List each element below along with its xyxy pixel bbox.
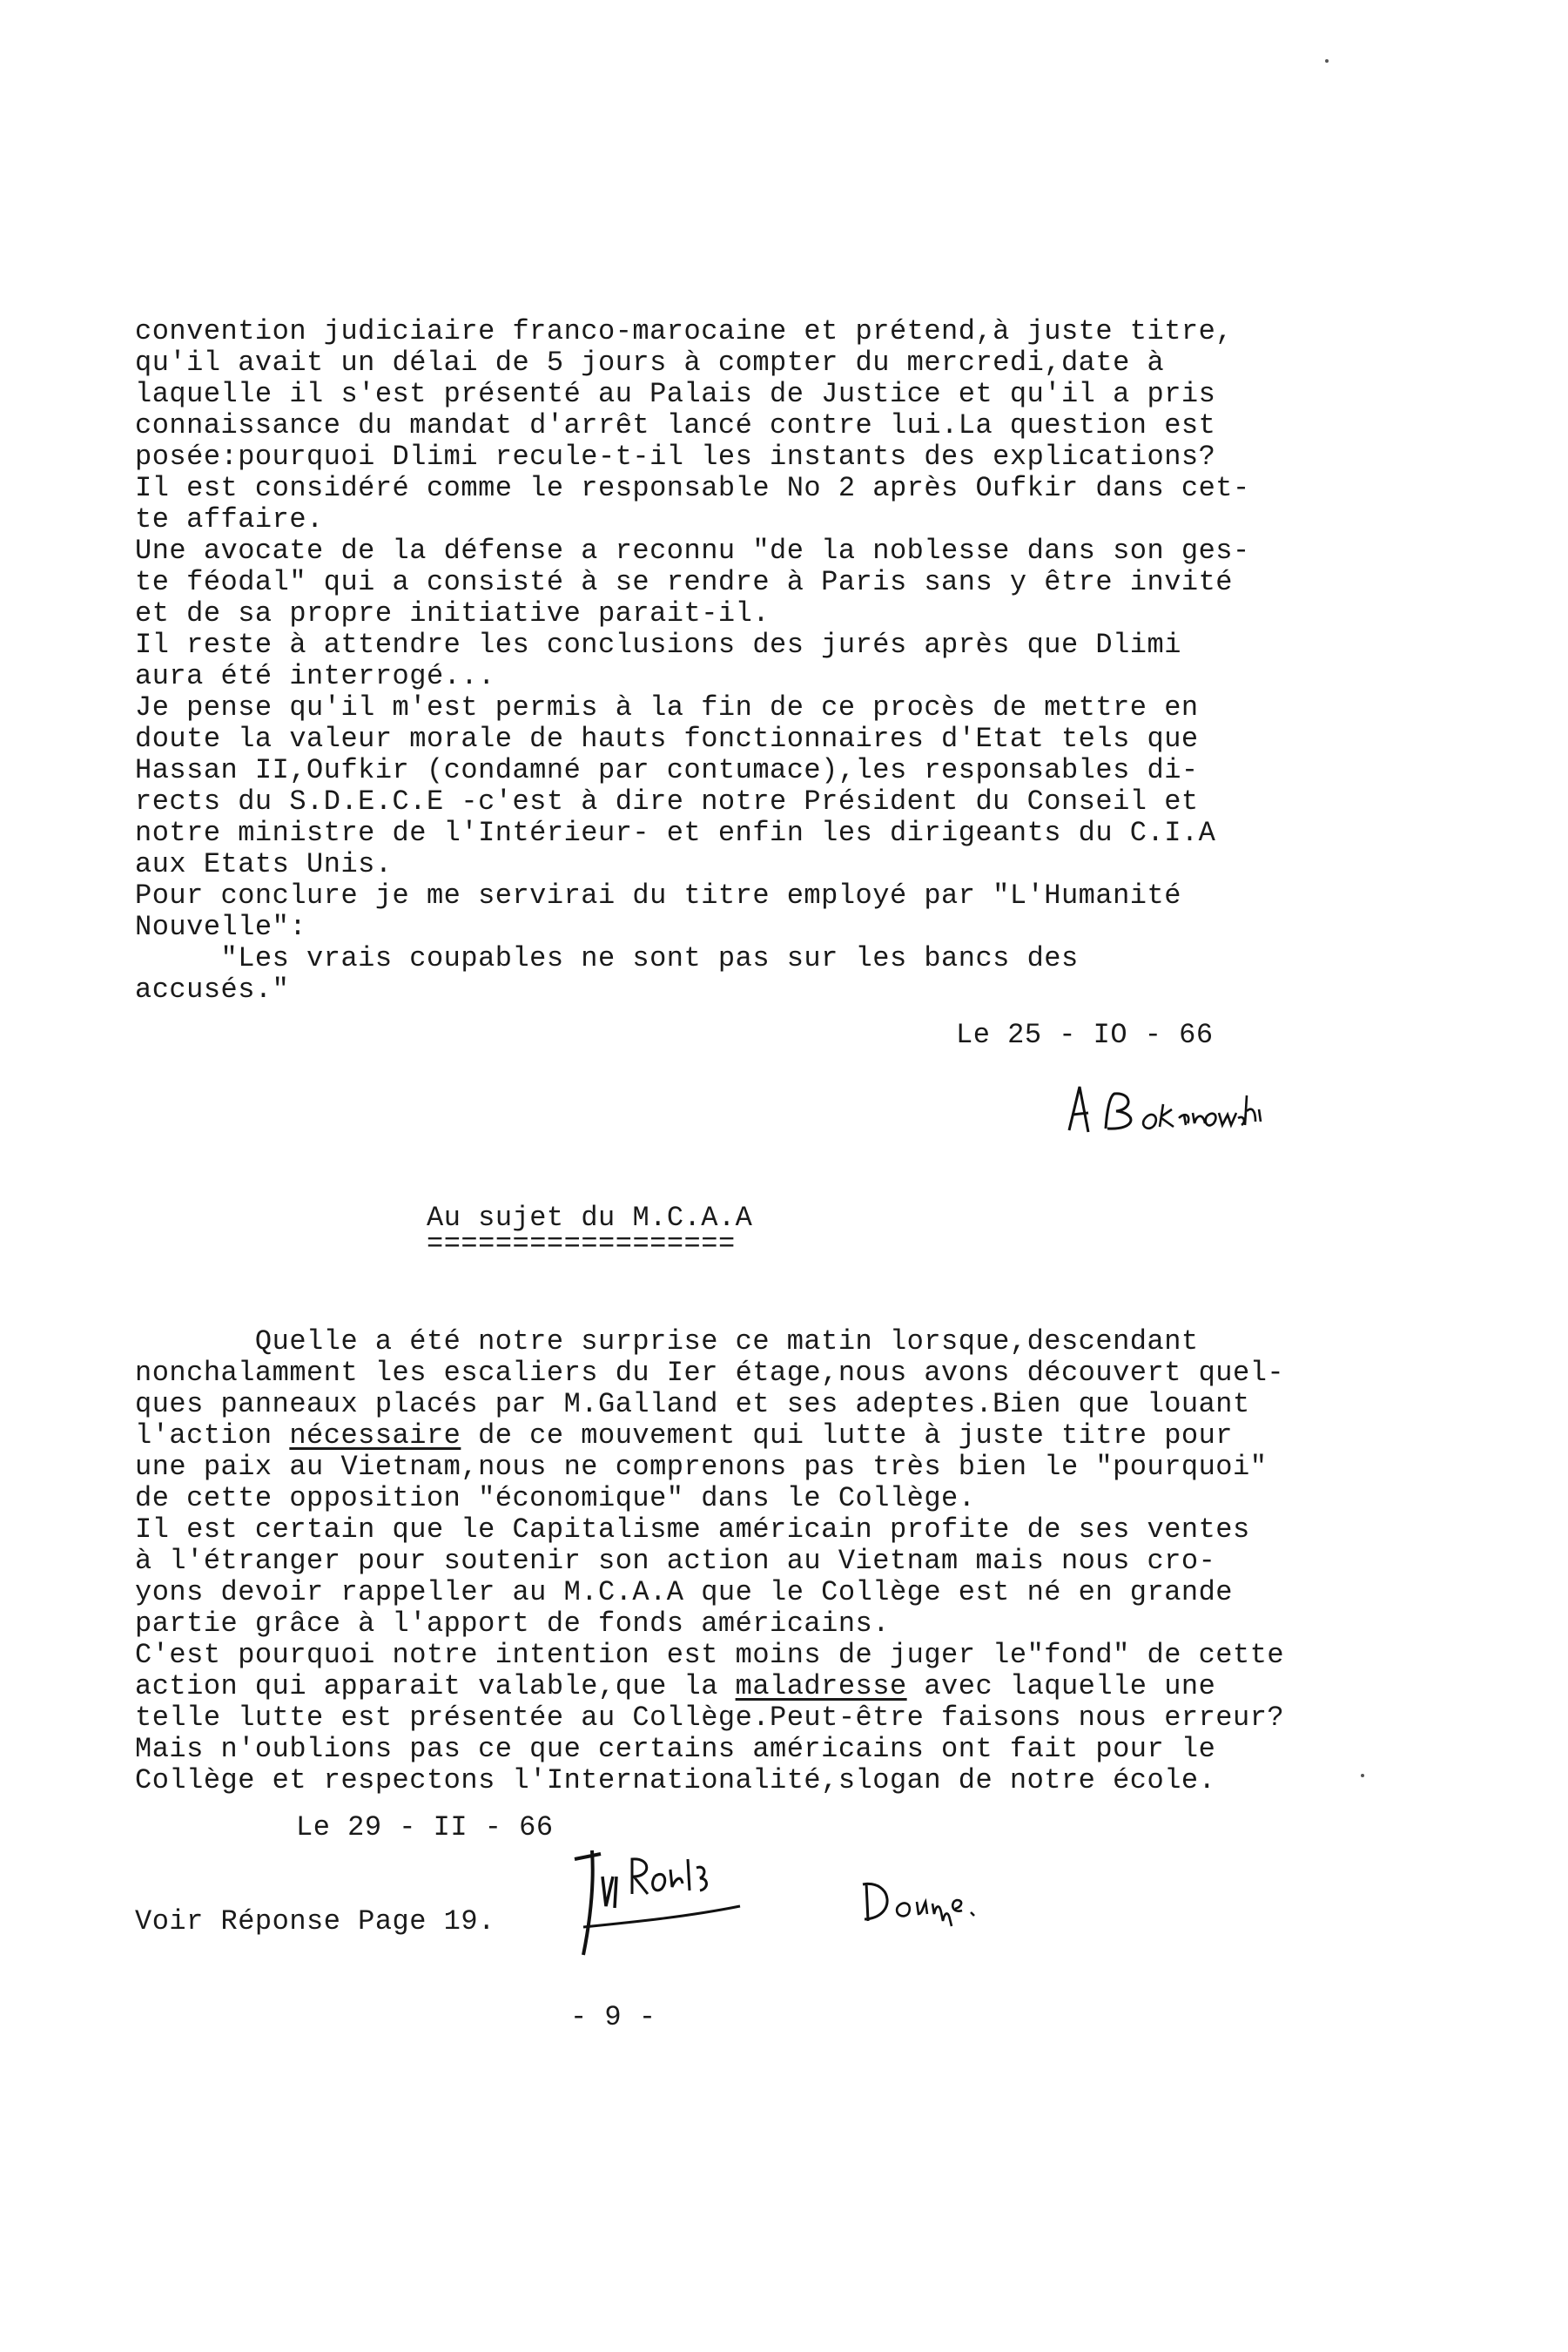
article-2-line: telle lutte est présentée au Collège.Peut-être faisons nous erreur?: [135, 1702, 1285, 1734]
article-2-line: de cette opposition "économique" dans le Collège.: [135, 1482, 976, 1514]
article-1-line: Je pense qu'il m'est permis à la fin de ce procès de mettre en: [135, 691, 1199, 724]
underlined-word: nécessaire: [289, 1419, 461, 1452]
article-1-line: aux Etats Unis.: [135, 848, 393, 880]
article-2-line: yons devoir rappeller au M.C.A.A que le Collège est né en grande: [135, 1576, 1233, 1608]
article-1-line: doute la valeur morale de hauts fonctionnaires d'Etat tels que: [135, 723, 1199, 755]
article-2-line-text: action qui apparait valable,que la: [135, 1670, 736, 1702]
article-2-line-text: avec laquelle une: [906, 1670, 1216, 1702]
article-2-line: [135, 1421, 1233, 1451]
article-1-line: Une avocate de la défense a reconnu "de la noblesse dans son ges-: [135, 535, 1250, 567]
article-1-line: te affaire.: [135, 503, 324, 536]
article-2-line-text: l'action: [135, 1419, 290, 1452]
article-2-date: Le 29 - II - 66: [296, 1811, 554, 1843]
scan-speck: [1325, 59, 1329, 63]
article-1-line: te féodal" qui a consisté à se rendre à Paris sans y être invité: [135, 566, 1233, 598]
article-2-line: ques panneaux placés par M.Galland et ses adeptes.Bien que louant: [135, 1388, 1250, 1420]
article-1-line: accusés.": [135, 974, 290, 1006]
article-1-line: qu'il avait un délai de 5 jours à compter du mercredi,date à: [135, 347, 1165, 379]
article-2-line: [135, 1672, 1215, 1702]
article-1-line: Il reste à attendre les conclusions des jurés après que Dlimi: [135, 629, 1181, 661]
article-1-line: Nouvelle":: [135, 911, 307, 943]
article-2-line: Collège et respectons l'Internationalité,slogan de notre école.: [135, 1764, 1216, 1796]
scan-speck: [1361, 1774, 1364, 1777]
article-1-signature: [1053, 1069, 1271, 1148]
article-2-line: à l'étranger pour soutenir son action au Vietnam mais nous cro-: [135, 1545, 1216, 1577]
article-2-signature-2: [858, 1872, 1006, 1933]
article-2-title: Au sujet du M.C.A.A: [427, 1202, 753, 1234]
article-2-line: C'est pourquoi notre intention est moins de juger le"fond" de cette: [135, 1639, 1285, 1671]
article-1-line: notre ministre de l'Intérieur- et enfin les dirigeants du C.I.A: [135, 817, 1216, 849]
article-1-line: aura été interrogé...: [135, 660, 495, 692]
article-1-line: Pour conclure je me servirai du titre employé par "L'Humanité: [135, 879, 1181, 912]
article-2-line: partie grâce à l'apport de fonds américains.: [135, 1607, 890, 1640]
article-1-line: convention judiciaire franco-marocaine et prétend,à juste titre,: [135, 315, 1233, 347]
article-1-line: laquelle il s'est présenté au Palais de Justice et qu'il a pris: [135, 378, 1216, 410]
article-2-title-rule: ==================: [427, 1228, 736, 1260]
underlined-word: maladresse: [735, 1670, 907, 1702]
see-reply-note: Voir Réponse Page 19.: [135, 1905, 495, 1938]
article-2-line: Mais n'oublions pas ce que certains américains ont fait pour le: [135, 1733, 1216, 1765]
article-1-date: Le 25 - IO - 66: [956, 1019, 1214, 1051]
article-2-signature-1: [548, 1842, 757, 1972]
article-1-line: "Les vrais coupables ne sont pas sur les bancs des: [135, 942, 1079, 974]
article-1-line: et de sa propre initiative parait-il.: [135, 597, 771, 630]
article-2-line: une paix au Vietnam,nous ne comprenons pas très bien le "pourquoi": [135, 1451, 1268, 1483]
article-1-line: Hassan II,Oufkir (condamné par contumace),les responsables di-: [135, 754, 1199, 786]
article-1-line: Il est considéré comme le responsable No 2 après Oufkir dans cet-: [135, 472, 1250, 504]
article-1-line: posée:pourquoi Dlimi recule-t-il les instants des explications?: [135, 441, 1216, 473]
article-2-line: nonchalamment les escaliers du Ier étage,nous avons découvert quel-: [135, 1357, 1285, 1389]
article-2-line: Quelle a été notre surprise ce matin lorsque,descendant: [135, 1325, 1199, 1358]
page-number: - 9 -: [570, 2001, 656, 2033]
article-1-line: connaissance du mandat d'arrêt lancé contre lui.La question est: [135, 409, 1216, 441]
article-2-line: Il est certain que le Capitalisme américain profite de ses ventes: [135, 1513, 1250, 1546]
article-2-line-text: de ce mouvement qui lutte à juste titre pour: [461, 1419, 1233, 1452]
article-1-line: rects du S.D.E.C.E -c'est à dire notre Président du Conseil et: [135, 785, 1199, 818]
